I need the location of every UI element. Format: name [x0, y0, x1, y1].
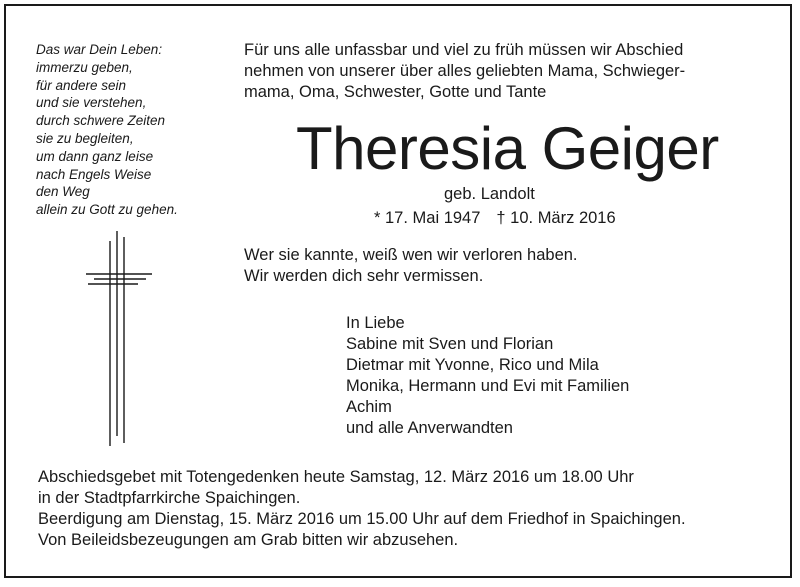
poem-line: immerzu geben, [36, 59, 133, 75]
intro-text [244, 40, 764, 103]
death-date: † 10. März 2016 [496, 209, 616, 227]
intro-line: nehmen von unserer über alles geliebten Mama, Schwieger- [244, 62, 686, 80]
mourners-list [346, 313, 629, 439]
funeral-detail-line: Beerdigung am Dienstag, 15. März 2016 um 15.00 Uhr auf dem Friedhof in Spaichingen. [38, 510, 686, 528]
obituary-notice [4, 4, 792, 578]
poem-line: sie zu begleiten, [36, 130, 134, 146]
maiden-name: geb. Landolt [444, 185, 535, 203]
mourner-line: Sabine mit Sven und Florian [346, 335, 554, 353]
poem-line: nach Engels Weise [36, 166, 152, 182]
remembrance-line: Wer sie kannte, weiß wen wir verloren haben. [244, 246, 578, 264]
mourner-line: Dietmar mit Yvonne, Rico und Mila [346, 356, 599, 374]
deceased-name: Theresia Geiger [296, 115, 719, 182]
birth-date: * 17. Mai 1947 [374, 209, 481, 227]
cross-icon [86, 231, 156, 451]
funeral-details [38, 467, 686, 551]
poem-line: um dann ganz leise [36, 148, 154, 164]
funeral-detail-line: Von Beileidsbezeugungen am Grab bitten wir abzusehen. [38, 531, 459, 549]
life-dates [374, 208, 616, 229]
mourner-line: Achim [346, 398, 392, 416]
funeral-detail-line: in der Stadtpfarrkirche Spaichingen. [38, 489, 301, 507]
memorial-poem [36, 41, 216, 219]
remembrance-text [244, 245, 578, 287]
remembrance-line: Wir werden dich sehr vermissen. [244, 267, 484, 285]
mourner-line: In Liebe [346, 314, 405, 332]
mourner-line: Monika, Hermann und Evi mit Familien [346, 377, 630, 395]
poem-line: allein zu Gott zu gehen. [36, 202, 178, 218]
intro-line: Für uns alle unfassbar und viel zu früh müssen wir Abschied [244, 41, 684, 59]
intro-line: mama, Oma, Schwester, Gotte und Tante [244, 83, 547, 101]
poem-line: den Weg [36, 184, 90, 200]
poem-line: und sie verstehen, [36, 95, 147, 111]
poem-line: Das war Dein Leben: [36, 42, 163, 57]
mourner-line: und alle Anverwandten [346, 419, 513, 437]
poem-line: für andere sein [36, 77, 127, 93]
funeral-detail-line: Abschiedsgebet mit Totengedenken heute Samstag, 12. März 2016 um 18.00 Uhr [38, 468, 634, 486]
poem-line: durch schwere Zeiten [36, 113, 166, 129]
